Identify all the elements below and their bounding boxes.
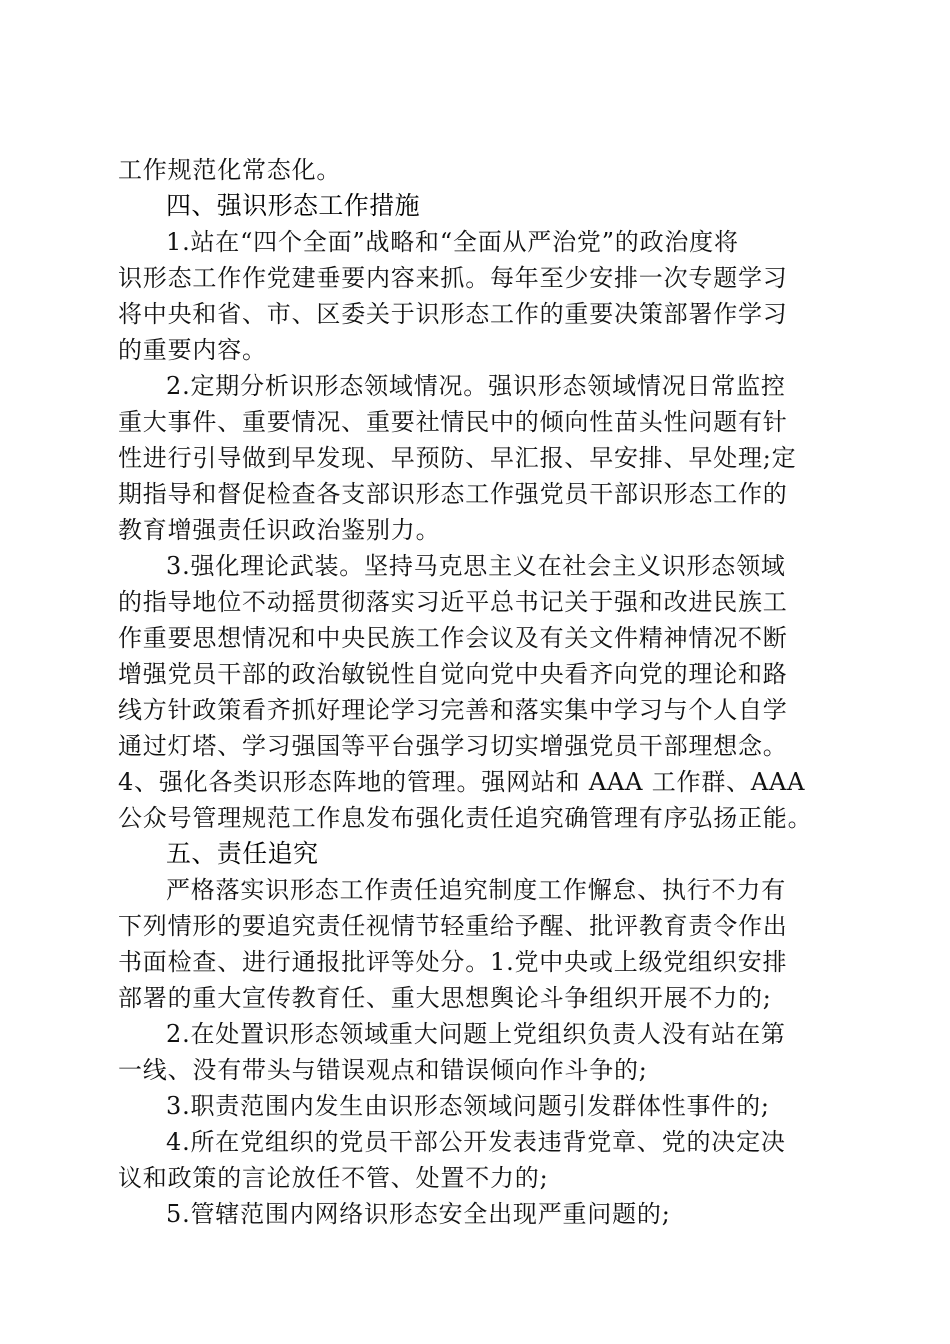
text-line: 严格落实识形态工作责任追究制度工作懈怠、执行不力有 (166, 876, 786, 904)
text-line: 识形态工作作党建垂要内容来抓。每年至少安排一次专题学习 (118, 264, 788, 292)
text-line: 线方针政策看齐抓好理论学习完善和落实集中学习与个人自学 (118, 696, 788, 724)
text-line: 议和政策的言论放任不管、处置不力的; (118, 1164, 549, 1192)
text-line: 增强党员干部的政治敏锐性自觉向党中央看齐向党的理论和路 (118, 660, 788, 688)
text-line: 将中央和省、市、区委关于识形态工作的重要决策部署作学习 (118, 300, 788, 328)
text-line: 1.站在“四个全面”战略和“全面从严治党”的政治度将 (166, 228, 739, 256)
text-line: 教育增强责任识政治鉴别力。 (118, 516, 441, 544)
text-line: 部署的重大宣传教育任、重大思想舆论斗争组织开展不力的; (118, 984, 772, 1012)
text-line: 的重要内容。 (118, 336, 267, 364)
text-line: 工作规范化常态化。 (118, 156, 342, 184)
text-line: 3.职责范围内发生由识形态领域问题引发群体性事件的; (166, 1092, 770, 1120)
text-line: 一线、没有带头与错误观点和错误倾向作斗争的; (118, 1056, 648, 1084)
section-heading: 五、责任追究 (166, 839, 319, 868)
text-line: 公众号管理规范工作息发布强化责任追究确管理有序弘扬正能。 (118, 804, 813, 832)
text-line: 的指导地位不动摇贯彻落实习近平总书记关于强和改进民族工 (118, 588, 788, 616)
text-line: 作重要思想情况和中央民族工作会议及有关文件精神情况不断 (118, 624, 788, 652)
text-line: 3.强化理论武装。坚持马克思主义在社会主义识形态领域 (166, 552, 786, 580)
text-line: 2.在处置识形态领域重大问题上党组织负责人没有站在第 (166, 1020, 786, 1048)
text-line: 性进行引导做到早发现、早预防、早汇报、早安排、早处理;定 (118, 444, 797, 472)
text-line: 期指导和督促检查各支部识形态工作强党员干部识形态工作的 (118, 480, 788, 508)
text-line: 4、强化各类识形态阵地的管理。强网站和 AAA 工作群、AAA (118, 768, 806, 796)
text-line: 2.定期分析识形态领域情况。强识形态领域情况日常监控 (166, 372, 786, 400)
text-line: 通过灯塔、学习强国等平台强学习切实增强党员干部理想念。 (118, 732, 788, 760)
text-line: 下列情形的要追究责任视情节轻重给予醒、批评教育责令作出 (118, 912, 788, 940)
section-heading: 四、强识形态工作措施 (166, 191, 421, 220)
text-line: 书面检查、进行通报批评等处分。1.党中央或上级党组织安排 (118, 948, 788, 976)
text-line: 4.所在党组织的党员干部公开发表违背党章、党的决定决 (166, 1128, 786, 1156)
text-line: 5.管辖范围内网络识形态安全出现严重问题的; (166, 1200, 671, 1228)
text-line: 重大事件、重要情况、重要社情民中的倾向性苗头性问题有针 (118, 408, 788, 436)
